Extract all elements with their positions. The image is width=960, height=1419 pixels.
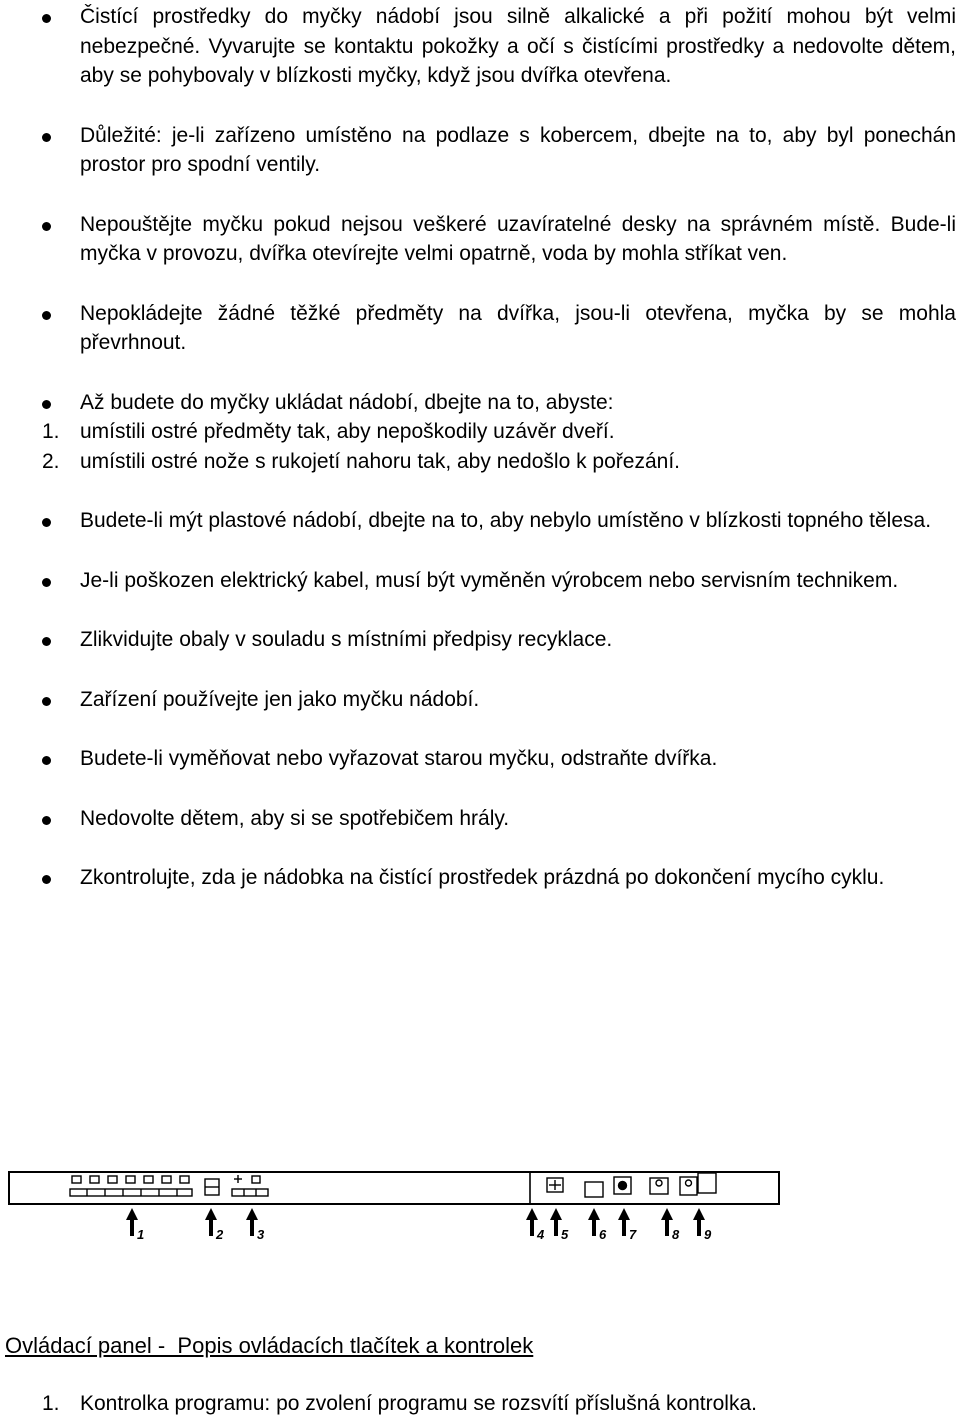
program-led-row <box>70 1189 192 1196</box>
bullet-dot <box>42 518 51 527</box>
bullet-dot <box>42 697 51 706</box>
bullet-dot <box>42 578 51 587</box>
bullet-item <box>0 506 960 536</box>
bullet-item <box>0 566 960 596</box>
callout-label-8: 8 <box>672 1227 680 1242</box>
bullet-dot <box>42 756 51 765</box>
bullet-item <box>0 121 960 180</box>
bullet-text: Budete-li mýt plastové nádobí, dbejte na to, aby nebylo umístěno v blízkosti topného tělesa. <box>80 509 932 532</box>
bullet-dot <box>42 133 51 142</box>
numbered-step <box>0 447 960 477</box>
bullet-dot <box>42 14 51 23</box>
bullet-text: Důležité: je-li zařízeno umístěno na podlaze s kobercem, dbejte na to, aby byl ponechán prostor pro spodní ventily. <box>80 123 956 176</box>
bullet-dot <box>42 637 51 646</box>
bullet-dot <box>42 400 51 409</box>
half-load-indicator <box>205 1179 219 1195</box>
bullet-text: Čistící prostředky do myčky nádobí jsou silně alkalické a při požití mohou být velmi nebezpečné. Vyvarujte se kontaktu pokožky a očí s čistícími prostředky a nedovolte dětem, aby se pohybovaly v blízkosti myčky, když jsou dvířka otevřena. <box>80 5 956 87</box>
section-item <box>42 1390 757 1418</box>
control-panel-illustration <box>8 1171 780 1205</box>
item-text: Kontrolka programu: po zvolení programu se rozsvítí příslušná kontrolka. <box>80 1392 757 1415</box>
bullet-text: Nepokládejte žádné těžké předměty na dvířka, jsou-li otevřena, myčka by se mohla převrhnout. <box>80 301 956 354</box>
bullet-text: Je-li poškozen elektrický kabel, musí být vyměněn výrobcem nebo servisním technikem. <box>80 568 899 592</box>
numbered-step <box>0 417 960 447</box>
bullet-item-loading <box>0 388 960 418</box>
bullet-item <box>0 744 960 774</box>
callout-label-4: 4 <box>537 1227 545 1242</box>
bullet-text: Zkontrolujte, zda je nádobka na čistící prostředek prázdná po dokončení mycího cyklu. <box>80 866 885 889</box>
bullet-text: Zlikvidujte obaly v souladu s místními předpisy recyklace. <box>80 628 613 651</box>
bullet-item <box>0 299 960 358</box>
loading-intro: Až budete do myčky ukládat nádobí, dbejte na to, abyste: <box>80 390 614 414</box>
step-number: 1. <box>42 420 60 443</box>
callout-arrows <box>0 1206 960 1242</box>
delay-indicator <box>232 1175 268 1196</box>
bullet-item <box>0 804 960 834</box>
right-buttons <box>547 1173 716 1197</box>
bullet-item <box>0 210 960 269</box>
bullet-text: Budete-li vyměňovat nebo vyřazovat starou myčku, odstraňte dvířka. <box>80 747 718 770</box>
top-bullet-list <box>0 2 960 893</box>
callout-label-6: 6 <box>599 1227 607 1242</box>
callout-label-9: 9 <box>704 1227 712 1242</box>
bullet-text: Nepouštějte myčku pokud nejsou veškeré uzavíratelné desky na správném místě. Bude-li myčka v provozu, dvířka otevírejte velmi opatrně, voda by mohla stříkat ven. <box>80 212 956 265</box>
bullet-dot <box>42 875 51 884</box>
step-text: umístili ostré předměty tak, aby nepoškodily uzávěr dveří. <box>80 420 615 443</box>
callout-label-1: 1 <box>137 1227 145 1242</box>
bullet-item <box>0 685 960 715</box>
section-heading: Ovládací panel - Popis ovládacích tlačítek a kontrolek <box>5 1333 534 1358</box>
bullet-dot <box>42 816 51 825</box>
program-indicator-icons <box>72 1176 189 1183</box>
callout-label-5: 5 <box>561 1227 569 1242</box>
callout-label-7: 7 <box>629 1227 637 1242</box>
step-text: umístili ostré nože s rukojetí nahoru tak, aby nedošlo k pořezání. <box>80 449 680 473</box>
bullet-text: Nedovolte dětem, aby si se spotřebičem hrály. <box>80 806 510 830</box>
bullet-item <box>0 625 960 655</box>
item-number: 1. <box>42 1392 60 1415</box>
bullet-text: Zařízení používejte jen jako myčku nádobí. <box>80 687 480 711</box>
bullet-item <box>0 2 960 91</box>
callout-label-3: 3 <box>257 1227 265 1242</box>
bullet-dot <box>42 311 51 320</box>
step-number: 2. <box>42 449 60 473</box>
bullet-item <box>0 863 960 893</box>
callout-label-2: 2 <box>216 1227 224 1242</box>
bullet-dot <box>42 222 51 231</box>
